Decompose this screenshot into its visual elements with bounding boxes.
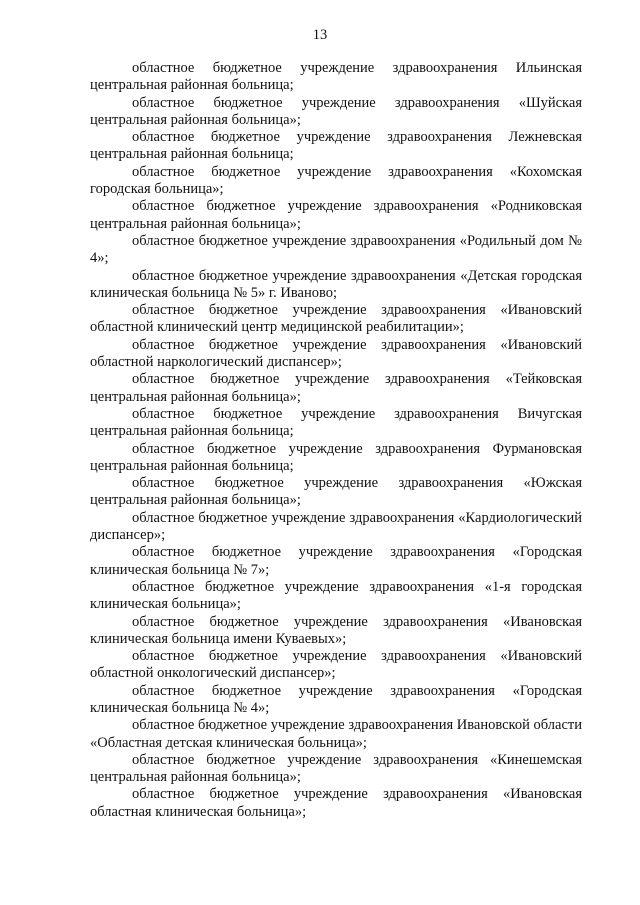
list-item: областное бюджетное учреждение здравоохранения «Тейковская центральная районная больница»;	[90, 371, 582, 405]
list-item: областное бюджетное учреждение здравоохранения «Родильный дом № 4»;	[90, 232, 582, 267]
list-item: областное бюджетное учреждение здравоохранения Ильинская центральная районная больница;	[90, 60, 582, 94]
list-item: областное бюджетное учреждение здравоохранения «Кохомская городская больница»;	[90, 163, 582, 198]
list-item: областное бюджетное учреждение здравоохранения «Кинешемская центральная районная больница»;	[90, 751, 582, 786]
list-item: областное бюджетное учреждение здравоохранения «Ивановская клиническая больница имени Куваевых»;	[90, 613, 582, 647]
list-item: областное бюджетное учреждение здравоохранения «Ивановская областная клиническая больница»;	[90, 786, 582, 820]
list-item: областное бюджетное учреждение здравоохранения Лежневская центральная районная больница;	[90, 129, 582, 163]
list-item: областное бюджетное учреждение здравоохранения «Родниковская центральная районная больница»;	[90, 198, 582, 232]
list-item: областное бюджетное учреждение здравоохранения «Ивановский областной клинический центр медицинской реабилитации»;	[90, 302, 582, 336]
list-item: областное бюджетное учреждение здравоохранения «Ивановский областной наркологический диспансер»;	[90, 336, 582, 371]
list-item: областное бюджетное учреждение здравоохранения «1-я городская клиническая больница»;	[90, 578, 582, 613]
list-item: областное бюджетное учреждение здравоохранения Фурмановская центральная районная больница;	[90, 440, 582, 474]
list-item: областное бюджетное учреждение здравоохранения «Городская клиническая больница № 4»;	[90, 682, 582, 716]
list-item: областное бюджетное учреждение здравоохранения «Шуйская центральная районная больница»;	[90, 94, 582, 128]
list-item: областное бюджетное учреждение здравоохранения «Ивановский областной онкологический диспансер»;	[90, 648, 582, 682]
list-item: областное бюджетное учреждение здравоохранения Ивановской области «Областная детская клиническая больница»;	[90, 717, 582, 751]
institution-list	[90, 60, 582, 821]
list-item: областное бюджетное учреждение здравоохранения «Кардиологический диспансер»;	[90, 509, 582, 544]
page-number: 13	[312, 27, 328, 43]
list-item: областное бюджетное учреждение здравоохранения Вичугская центральная районная больница;	[90, 405, 582, 440]
list-item: областное бюджетное учреждение здравоохранения «Детская городская клиническая больница № 5» г. Иваново;	[90, 267, 582, 301]
list-item: областное бюджетное учреждение здравоохранения «Южская центральная районная больница»;	[90, 475, 582, 509]
list-item: областное бюджетное учреждение здравоохранения «Городская клиническая больница № 7»;	[90, 544, 582, 578]
